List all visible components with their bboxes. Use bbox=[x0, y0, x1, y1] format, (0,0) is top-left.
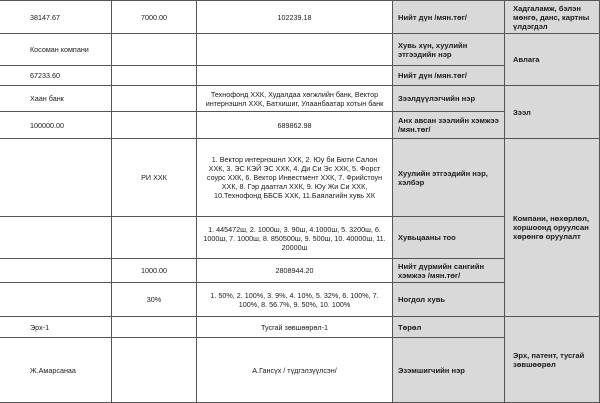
r7-col3-text: 1. 445472ш, 2. 1000ш, 3. 90ш, 4.1000ш, 5. 3200ш, 6. 1000ш, 7. 1000ш, 8. 850500ш, 9. 500ш, 10. 40000ш, 11. 20000ш bbox=[203, 225, 386, 252]
r9-label bbox=[393, 283, 505, 317]
r11-col2 bbox=[112, 338, 197, 403]
category-receivables bbox=[505, 34, 600, 86]
r4-col1 bbox=[0, 86, 112, 112]
r1-label-text: Нийт дүн /мян.төг/ bbox=[398, 12, 467, 22]
r6-col2-text: РИ ХХК bbox=[141, 173, 167, 182]
r5-label-text: Анх авсан зээлийн хэмжээ /мян.төг/ bbox=[398, 116, 499, 134]
r8-col3-text: 2808944.20 bbox=[275, 266, 314, 275]
r7-col2 bbox=[112, 217, 197, 259]
r10-col2 bbox=[112, 317, 197, 338]
r3-col3 bbox=[197, 66, 393, 86]
r8-label-text: Нийт дүрмийн сангийн хэмжээ /мян.төг/ bbox=[398, 261, 485, 280]
r4-col3-text: Технофонд ХХК, Худалдаа хөгжлийн банк, Вектор интернэшнл ХХК, Батхишиг, Улаанбаатар хотын банк bbox=[205, 89, 384, 108]
r2-label bbox=[393, 34, 505, 66]
category-loans bbox=[505, 86, 600, 139]
r10-label bbox=[393, 317, 505, 338]
r6-col3-text: 1. Вектор интернэшнл ХХК, 2. Юу би Бюти Салон ХХК, 3. ЭС КЭЙ ЭС ХХК, 4. Ди Си Эс ХХК, 5. Форст соурс ХХК, 6. Вектор Инвестмент ХХК, 7. Фрийстоун ХХК, 8. Гэр даатгал ХХК, 9. Юу Жи Си ХХК, 10.Технофонд ББСБ ХХК, 11.Баялагийн хувь ХК bbox=[206, 155, 383, 200]
r9-col1 bbox=[0, 283, 112, 317]
category-rights bbox=[505, 317, 600, 403]
r8-col1 bbox=[0, 259, 112, 283]
r4-label bbox=[393, 86, 505, 112]
r5-col3 bbox=[197, 112, 393, 139]
r11-col3-text: А.Гансүх / түдгэлзүүлсэн/ bbox=[252, 365, 337, 375]
r1-col1 bbox=[0, 0, 112, 34]
r10-col3 bbox=[197, 317, 393, 338]
r11-label bbox=[393, 338, 505, 403]
category-savings-text: Хадгаламж, бэлэн мөнгө, данс, картны үлдэгдэл bbox=[513, 4, 590, 31]
r8-col3 bbox=[197, 259, 393, 283]
r1-col3 bbox=[197, 0, 393, 34]
r2-col1 bbox=[0, 34, 112, 66]
category-savings bbox=[505, 0, 600, 34]
r4-col1-text: Хаан банк bbox=[30, 94, 64, 103]
r2-col3 bbox=[197, 34, 393, 66]
r5-label bbox=[393, 112, 505, 139]
category-receivables-text: Авлага bbox=[513, 55, 540, 64]
r7-col1 bbox=[0, 217, 112, 259]
r4-col2 bbox=[112, 86, 197, 112]
r2-col2 bbox=[112, 34, 197, 66]
r5-col2 bbox=[112, 112, 197, 139]
r9-col2-text: 30% bbox=[146, 295, 162, 304]
r3-label bbox=[393, 66, 505, 86]
r2-col1-text: Косоман компани bbox=[30, 45, 89, 54]
r5-col1 bbox=[0, 112, 112, 139]
r4-col3 bbox=[197, 86, 393, 112]
r7-col3 bbox=[197, 217, 393, 259]
r3-label-text: Нийт дүн /мян.төг/ bbox=[398, 71, 467, 80]
r6-col1 bbox=[0, 139, 112, 217]
r9-col3 bbox=[197, 283, 393, 317]
r11-label-text: Эзэмшигчийн нэр bbox=[398, 365, 465, 375]
r6-col2 bbox=[112, 139, 197, 217]
r9-col3-text: 1. 50%, 2. 100%, 3. 9%, 4. 10%, 5. 32%, 6. 100%, 7. 100%, 8. 56.7%, 9. 50%, 10. 100% bbox=[210, 290, 379, 309]
r5-col1-text: 100000.00 bbox=[30, 120, 64, 130]
r10-col1-text: Эрх-1 bbox=[30, 322, 50, 332]
r6-label-text: Хуулийн этгээдийн нэр, хэлбэр bbox=[398, 168, 488, 187]
category-investments bbox=[505, 139, 600, 317]
r9-col2 bbox=[112, 283, 197, 317]
category-investments-text: Компани, нөхөрлөл, хоршоонд оруулсан хөрөнгө оруулалт bbox=[513, 214, 590, 241]
r1-col1-text: 38147.67 bbox=[30, 12, 60, 22]
r7-label bbox=[393, 217, 505, 259]
r11-col1 bbox=[0, 338, 112, 403]
r10-label-text: Төрөл bbox=[398, 322, 422, 332]
r1-label bbox=[393, 0, 505, 34]
r3-col1 bbox=[0, 66, 112, 86]
r4-label-text: Зээлдүүлэгчийн нэр bbox=[398, 94, 476, 103]
category-rights-text: Эрх, патент, тусгай зөвшөөрөл bbox=[513, 350, 585, 369]
r10-col3-text: Тусгай зөвшөөрөл-1 bbox=[260, 322, 329, 332]
r8-col2-text: 1000.00 bbox=[141, 266, 167, 275]
r9-label-text: Ногдол хувь bbox=[398, 295, 446, 304]
r1-col3-text: 102239.18 bbox=[277, 12, 312, 22]
r8-col2 bbox=[112, 259, 197, 283]
r10-col1 bbox=[0, 317, 112, 338]
category-loans-text: Зээл bbox=[513, 107, 531, 117]
r11-col1-text: Ж.Амарсанаа bbox=[30, 365, 76, 375]
r8-label bbox=[393, 259, 505, 283]
r3-col2 bbox=[112, 66, 197, 86]
r2-label-text: Хувь хүн, хуулийн этгээдийн нэр bbox=[398, 40, 468, 59]
r6-col3 bbox=[197, 139, 393, 217]
r5-col3-text: 689862.98 bbox=[277, 120, 312, 130]
r7-label-text: Хувьцааны тоо bbox=[398, 233, 456, 242]
r3-col1-text: 67233.60 bbox=[30, 71, 60, 80]
r1-col2 bbox=[112, 0, 197, 34]
r6-label bbox=[393, 139, 505, 217]
r11-col3 bbox=[197, 338, 393, 403]
r1-col2-text: 7000.00 bbox=[141, 12, 167, 22]
